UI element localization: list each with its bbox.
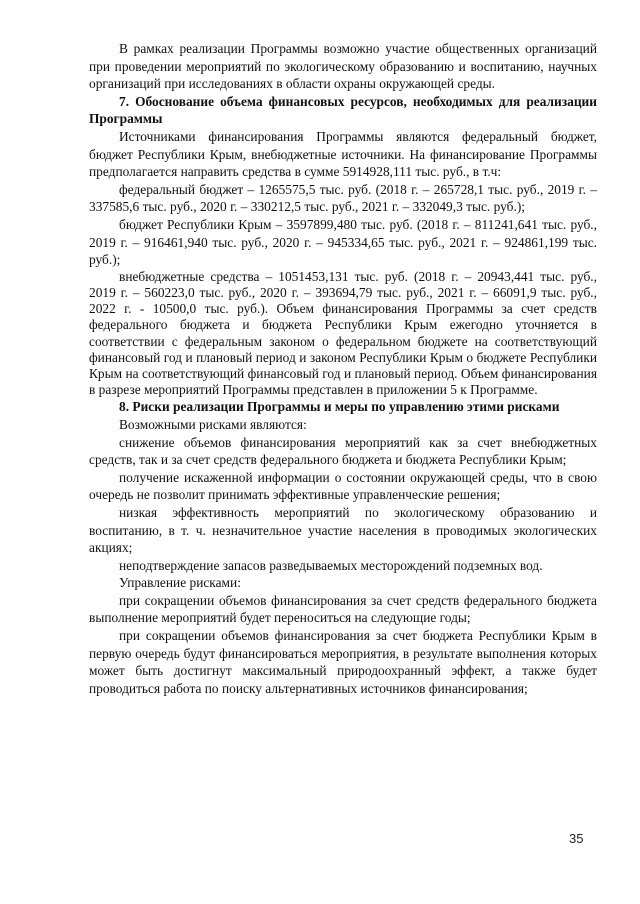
paragraph-crimea-budget: бюджет Республики Крым – 3597899,480 тыс. руб. (2018 г. – 811241,641 тыс. руб., 2019 г. – 916461,940 тыс. руб., 2020 г. – 945334,65 тыс. руб., 2021 г. – 924861,199 тыс. руб.); bbox=[89, 216, 597, 268]
paragraph-extrabudgetary: внебюджетные средства – 1051453,131 тыс. руб. (2018 г. – 20943,441 тыс. руб., 2019 г. – 560223,0 тыс. руб., 2020 г. – 393694,79 тыс. руб., 2021 г. – 66091,9 тыс. руб., 2022 г. - 10500,0 тыс. руб.). Объем финансирования Программы за счет средств федерального бюджета и бюджета Республики Крым ежегодно уточняется в соответствии с федеральным законом о федеральном бюджете на соответствующий финансовый год и плановый период и законом Республики Крым о бюджете Республики Крым на соответствующий финансовый год и плановый период. Объем финансирования в разрезе мероприятий Программы представлен в приложении 5 к Программе. bbox=[89, 268, 597, 398]
paragraph-risk-management-intro: Управление рисками: bbox=[119, 575, 241, 591]
document-page bbox=[89, 40, 597, 697]
paragraph-public-participation: В рамках реализации Программы возможно участие общественных организаций при проведении мероприятий по экологическому образованию и воспитанию, научных организаций при исследованиях в области охраны окружающей среды. bbox=[89, 41, 597, 92]
paragraph-risk-funding-cut: снижение объемов финансирования мероприятий как за счет внебюджетных средств, так и за счет средств федерального бюджета и бюджета Республики Крым; bbox=[89, 434, 597, 468]
page-number: 35 bbox=[569, 831, 584, 846]
heading-section-8: 8. Риски реализации Программы и меры по управлению этими рисками bbox=[119, 399, 560, 415]
paragraph-risk-distorted-info: получение искаженной информации о состоянии окружающей среды, что в свою очередь не позволит принимать эффективные управленческие решения; bbox=[89, 469, 597, 503]
heading-section-7: 7. Обоснование объема финансовых ресурсов, необходимых для реализации Программы bbox=[89, 93, 597, 127]
paragraph-management-federal: при сокращении объемов финансирования за счет средств федерального бюджета выполнение мероприятий будет переноситься на следующие годы; bbox=[89, 592, 597, 626]
paragraph-funding-sources: Источниками финансирования Программы являются федеральный бюджет, бюджет Республики Крым, внебюджетные источники. На финансирование Программы предполагается направить средства в сумме 5914928,111 тыс. руб., в т.ч: bbox=[89, 128, 597, 180]
paragraph-risk-groundwater: неподтверждение запасов разведываемых месторождений подземных вод. bbox=[119, 557, 543, 573]
paragraph-risks-intro: Возможными рисками являются: bbox=[119, 416, 307, 432]
paragraph-management-crimea: при сокращении объемов финансирования за счет бюджета Республики Крым в первую очередь будут финансироваться мероприятия, в результате выполнения которых может быть достигнут максимальный природоохранный эффект, а также будет проводиться работа по поиску альтернативных источников финансирования; bbox=[89, 628, 597, 696]
paragraph-federal-budget: федеральный бюджет – 1265575,5 тыс. руб. (2018 г. – 265728,1 тыс. руб., 2019 г. – 337585,6 тыс. руб., 2020 г. – 330212,5 тыс. руб., 2021 г. – 332049,3 тыс. руб.); bbox=[89, 181, 597, 215]
paragraph-risk-low-efficiency: низкая эффективность мероприятий по экологическому образованию и воспитанию, в т. ч. незначительное участие населения в проводимых экологических акциях; bbox=[89, 504, 597, 556]
